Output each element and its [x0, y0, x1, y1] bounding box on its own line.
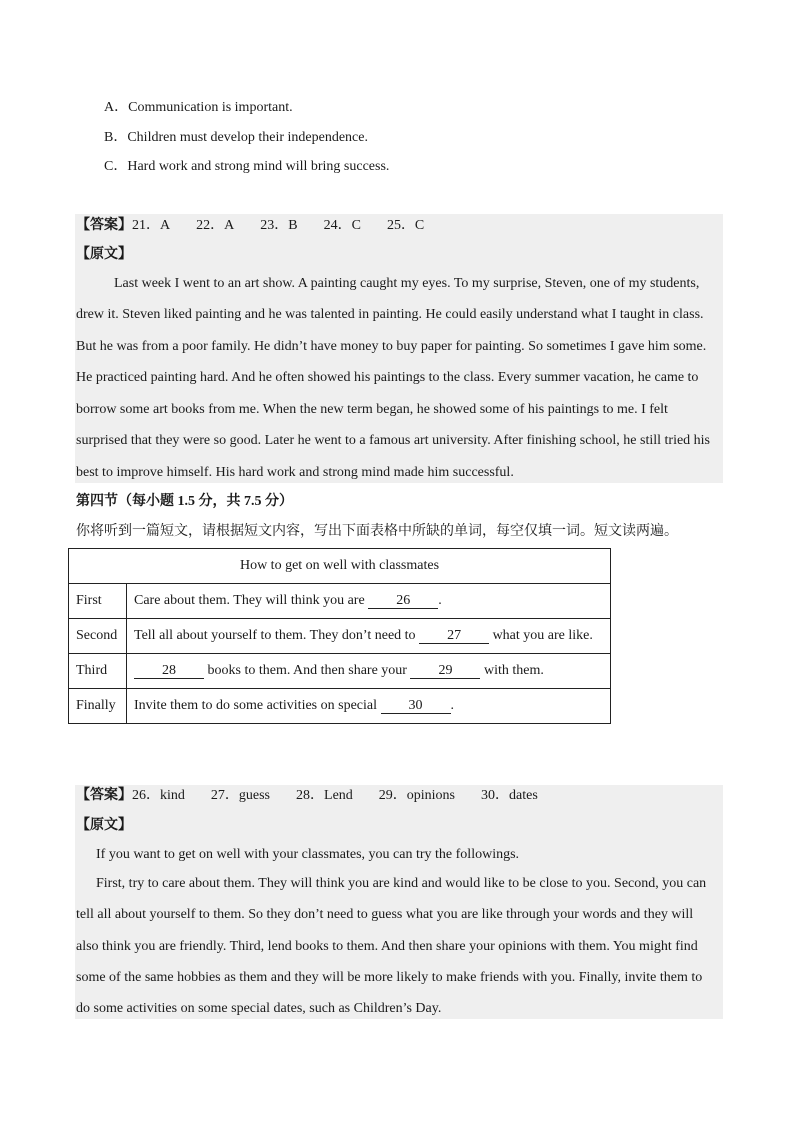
answer-item: 28．Lend — [296, 788, 353, 803]
answer-line-2 — [76, 786, 538, 806]
source-label: 【原文】 — [76, 247, 132, 262]
answer-item: 25．C — [386, 218, 425, 233]
blank-26: 26 — [368, 593, 438, 609]
source-label: 【原文】 — [76, 818, 132, 833]
answer-item: 29．opinions — [378, 788, 456, 803]
blank-28: 28 — [134, 663, 204, 679]
source-line: tell all about yourself to them. So they don’t need to guess what you are like through your words and they will — [76, 907, 694, 922]
blank-30: 30 — [381, 698, 451, 714]
blank-27: 27 — [419, 628, 489, 644]
answer-label: 【答案】 — [76, 218, 132, 233]
answer-item: 21．A — [132, 218, 171, 233]
section-heading: 第四节（每小题 1.5 分，共 7.5 分） — [76, 494, 293, 509]
source-line: He practiced painting hard. And he often showed his paintings to the class. Every summer vacation, he came to — [76, 370, 699, 385]
row-label: Second — [69, 619, 127, 654]
answer-item: 23．B — [260, 218, 298, 233]
answer-line-1 — [76, 216, 424, 236]
answer-label: 【答案】 — [76, 788, 132, 803]
row-content: Care about them. They will think you are 26 . — [127, 584, 611, 619]
row-content: 28 books to them. And then share your 29 with them. — [127, 654, 611, 689]
source-line: do some activities on some special dates, such as Children’s Day. — [76, 1001, 442, 1016]
table-row — [69, 584, 611, 619]
source-line: drew it. Steven liked painting and he was talented in painting. He could easily understand what I taught in class. — [76, 307, 704, 322]
row-content: Invite them to do some activities on special 30 . — [127, 689, 611, 724]
source-line: best to improve himself. His hard work and strong mind made him successful. — [76, 465, 514, 480]
source-line: borrow some art books from me. When the new term began, he showed some of his paintings to me. I felt — [76, 402, 668, 417]
answer-item: 30．dates — [481, 788, 538, 803]
source-line: But he was from a poor family. He didn’t have money to buy paper for painting. So sometimes I gave him some. — [76, 339, 707, 354]
answer-item: 24．C — [323, 218, 361, 233]
row-content: Tell all about yourself to them. They don’t need to 27 what you are like. — [127, 619, 611, 654]
source-line: some of the same hobbies as them and they will be more likely to make friends with you. Finally, invite them to — [76, 970, 703, 985]
table-row — [69, 654, 611, 689]
answer-item: 22．A — [196, 218, 235, 233]
fill-in-table — [68, 548, 611, 724]
row-label: Third — [69, 654, 127, 689]
row-label: Finally — [69, 689, 127, 724]
answer-item: 27．guess — [210, 788, 271, 803]
option-b: B．Children must develop their independence. — [104, 130, 368, 145]
source-line: surprised that they were so good. Later he went to a famous art university. After finishing school, he still tried his — [76, 433, 711, 448]
option-a: A．Communication is important. — [104, 100, 293, 115]
table-row — [69, 689, 611, 724]
table-title: How to get on well with classmates — [69, 549, 611, 584]
source-line: Last week I went to an art show. A painting caught my eyes. To my surprise, Steven, one of my students, — [114, 276, 700, 291]
section-instruction: 你将听到一篇短文，请根据短文内容，写出下面表格中所缺的单词，每空仅填一词。短文读两遍。 — [76, 524, 678, 539]
source-line: also think you are friendly. Third, lend books to them. And then share your opinions with them. You might find — [76, 939, 698, 954]
source-line: If you want to get on well with your classmates, you can try the followings. — [96, 847, 520, 862]
table-row — [69, 619, 611, 654]
answer-item: 26．kind — [132, 788, 185, 803]
source-line: First, try to care about them. They will think you are kind and would like to be close to you. Second, you can — [96, 876, 707, 891]
blank-29: 29 — [410, 663, 480, 679]
option-c: C．Hard work and strong mind will bring success. — [104, 159, 390, 174]
row-label: First — [69, 584, 127, 619]
